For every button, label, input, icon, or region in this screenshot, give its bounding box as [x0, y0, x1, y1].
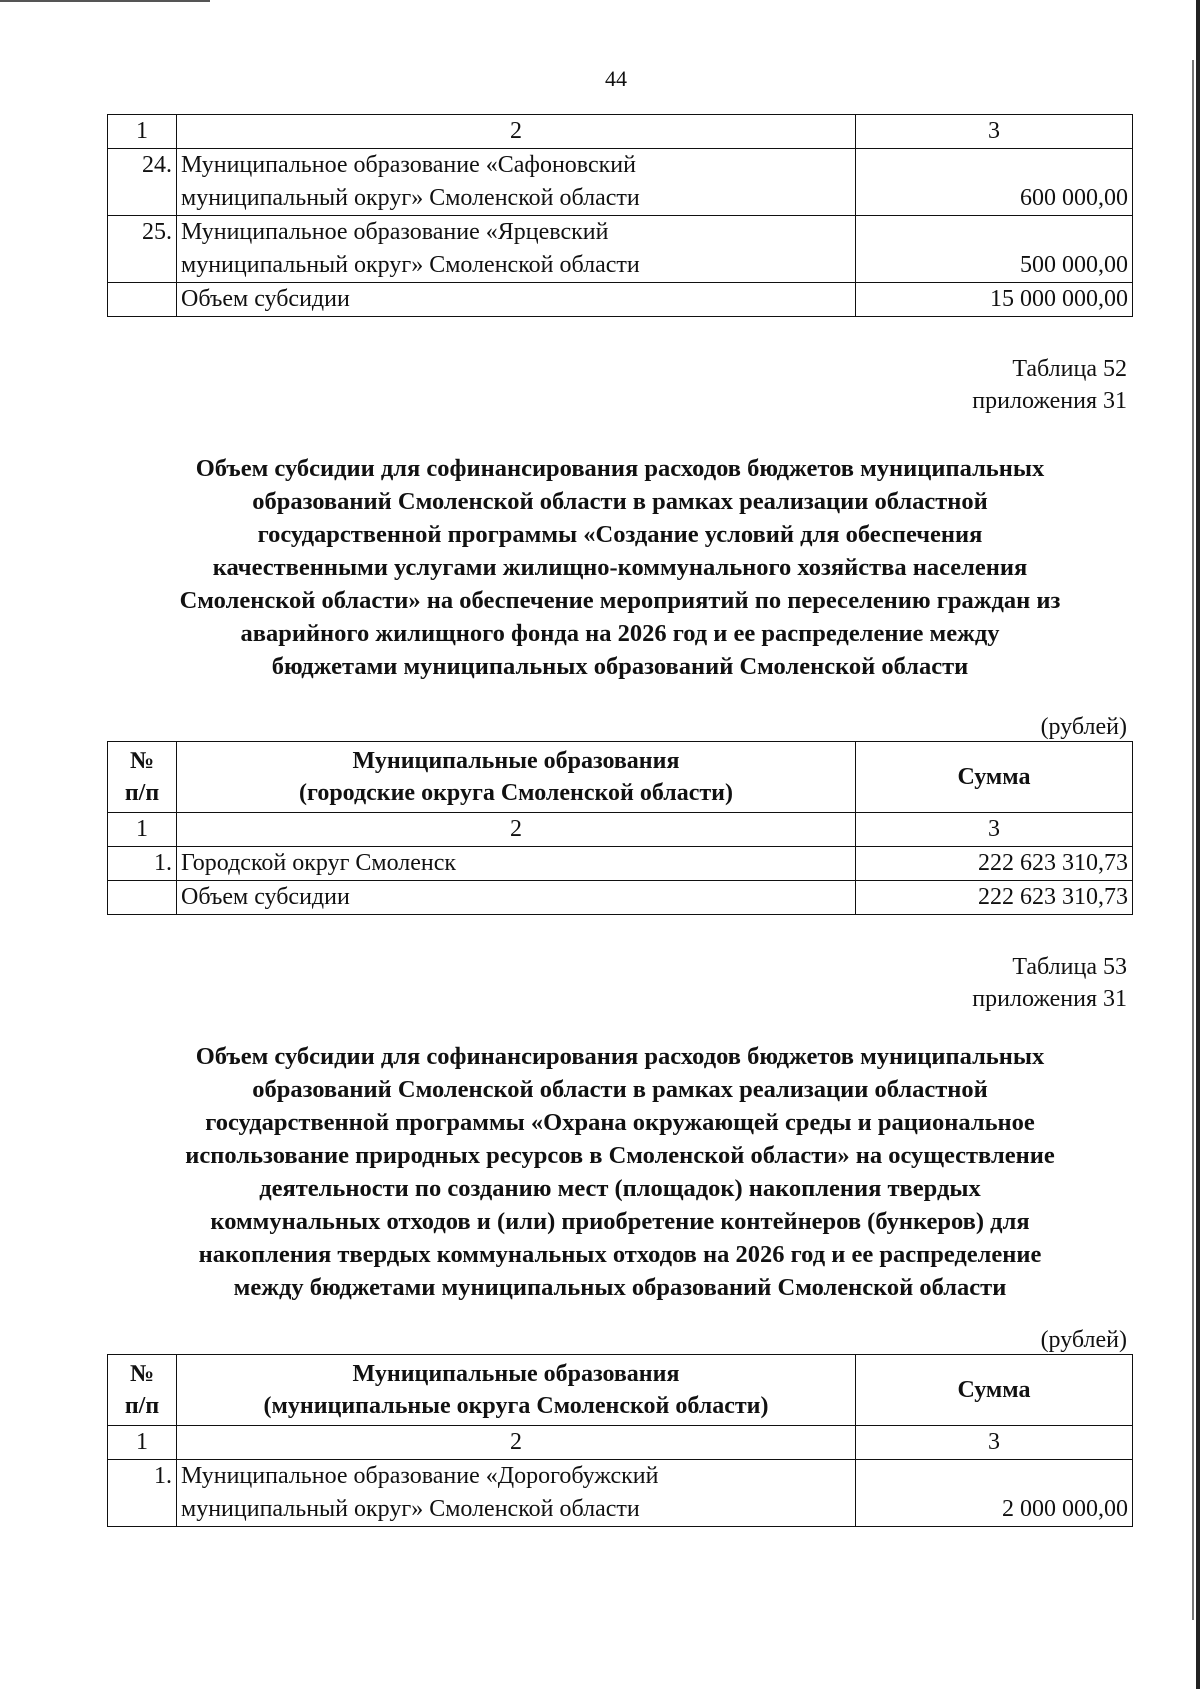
header-name-line1: Муниципальные образования	[352, 748, 680, 774]
title-line: использование природных ресурсов в Смоленской области» на осуществление	[185, 1142, 1055, 1169]
title-line: образований Смоленской области в рамках реализации областной	[252, 1076, 988, 1103]
row-sum: 2 000 000,00	[856, 1460, 1133, 1527]
header-number-line2: п/п	[124, 780, 160, 806]
row-number: 1.	[108, 1460, 177, 1527]
table-row	[108, 149, 1133, 216]
table-53	[107, 1354, 1133, 1527]
total-row	[108, 283, 1133, 317]
total-number-cell	[108, 283, 177, 317]
header-name-line1: Муниципальные образования	[352, 1361, 680, 1387]
header-number-line1: №	[129, 1361, 155, 1387]
total-number-cell	[108, 881, 177, 915]
row-name	[177, 216, 856, 283]
table-label-line2: приложения 31	[972, 388, 1127, 414]
title-line: деятельности по созданию мест (площадок) накопления твердых	[259, 1175, 981, 1202]
table-53-title	[100, 1040, 1140, 1304]
title-line: образований Смоленской области в рамках реализации областной	[252, 488, 988, 515]
row-number: 25.	[108, 216, 177, 283]
column-numbers-row	[108, 813, 1133, 847]
table-52-title	[100, 452, 1140, 683]
row-sum: 600 000,00	[856, 149, 1133, 216]
table-row	[108, 1460, 1133, 1527]
row-name-line2: муниципальный округ» Смоленской области	[181, 252, 640, 278]
table-52-label	[972, 353, 1127, 417]
header-name-line2: (муниципальные округа Смоленской области)	[263, 1393, 769, 1419]
column-numbers-row	[108, 1426, 1133, 1460]
header-sum: Сумма	[856, 1355, 1133, 1426]
row-name-line1: Муниципальное образование «Сафоновский	[181, 152, 636, 178]
col-number-3: 3	[856, 1426, 1133, 1460]
col-number-1: 1	[108, 1426, 177, 1460]
scan-edge-top	[0, 0, 210, 2]
row-name-line2: муниципальный округ» Смоленской области	[181, 185, 640, 211]
row-name: Городской округ Смоленск	[177, 847, 856, 881]
header-number-line1: №	[129, 748, 155, 774]
units-label: (рублей)	[1040, 1327, 1127, 1353]
total-value: 15 000 000,00	[856, 283, 1133, 317]
header-row	[108, 1355, 1133, 1426]
title-line: государственной программы «Охрана окружающей среды и рациональное	[205, 1109, 1035, 1136]
row-name-line1: Муниципальное образование «Ярцевский	[181, 219, 609, 245]
table-continuation	[107, 114, 1133, 317]
total-value: 222 623 310,73	[856, 881, 1133, 915]
col-number-1: 1	[108, 115, 177, 149]
page-number: 44	[605, 66, 627, 91]
col-number-2: 2	[177, 115, 856, 149]
row-name	[177, 1460, 856, 1527]
title-line: аварийного жилищного фонда на 2026 год и ее распределение между	[240, 620, 1000, 647]
table-52	[107, 741, 1133, 915]
title-line: Объем субсидии для софинансирования расходов бюджетов муниципальных	[195, 1043, 1045, 1070]
table-label-line1: Таблица 53	[1012, 954, 1127, 980]
col-number-3: 3	[856, 813, 1133, 847]
title-line: накопления твердых коммунальных отходов на 2026 год и ее распределение	[198, 1241, 1042, 1268]
title-line: Объем субсидии для софинансирования расходов бюджетов муниципальных	[195, 455, 1045, 482]
col-number-1: 1	[108, 813, 177, 847]
col-number-3: 3	[856, 115, 1133, 149]
title-line: Смоленской области» на обеспечение мероприятий по переселению граждан из	[179, 587, 1061, 614]
header-number-line2: п/п	[124, 1393, 160, 1419]
row-name-line1: Муниципальное образование «Дорогобужский	[181, 1463, 659, 1489]
units-label: (рублей)	[1040, 714, 1127, 740]
title-line: государственной программы «Создание условий для обеспечения	[257, 521, 983, 548]
scan-edge-right	[1196, 0, 1200, 1689]
col-number-2: 2	[177, 1426, 856, 1460]
table-row	[108, 216, 1133, 283]
row-sum: 222 623 310,73	[856, 847, 1133, 881]
column-numbers-row	[108, 115, 1133, 149]
header-name-line2: (городские округа Смоленской области)	[299, 780, 733, 806]
table-label-line2: приложения 31	[972, 986, 1127, 1012]
row-name	[177, 149, 856, 216]
total-label: Объем субсидии	[177, 881, 856, 915]
header-number	[108, 1355, 177, 1426]
title-line: качественными услугами жилищно-коммунального хозяйства населения	[212, 554, 1028, 581]
table-53-label	[972, 951, 1127, 1015]
header-number	[108, 742, 177, 813]
header-row	[108, 742, 1133, 813]
title-line: коммунальных отходов и (или) приобретение контейнеров (бункеров) для	[210, 1208, 1030, 1235]
header-name	[177, 1355, 856, 1426]
header-sum: Сумма	[856, 742, 1133, 813]
row-number: 1.	[108, 847, 177, 881]
col-number-2: 2	[177, 813, 856, 847]
header-name	[177, 742, 856, 813]
title-line: бюджетами муниципальных образований Смоленской области	[271, 653, 969, 680]
row-number: 24.	[108, 149, 177, 216]
total-row	[108, 881, 1133, 915]
row-name-line2: муниципальный округ» Смоленской области	[181, 1496, 640, 1522]
scan-edge-right-inner	[1192, 60, 1194, 1620]
table-label-line1: Таблица 52	[1012, 356, 1127, 382]
row-sum: 500 000,00	[856, 216, 1133, 283]
title-line: между бюджетами муниципальных образований Смоленской области	[233, 1274, 1007, 1301]
total-label: Объем субсидии	[177, 283, 856, 317]
table-row	[108, 847, 1133, 881]
